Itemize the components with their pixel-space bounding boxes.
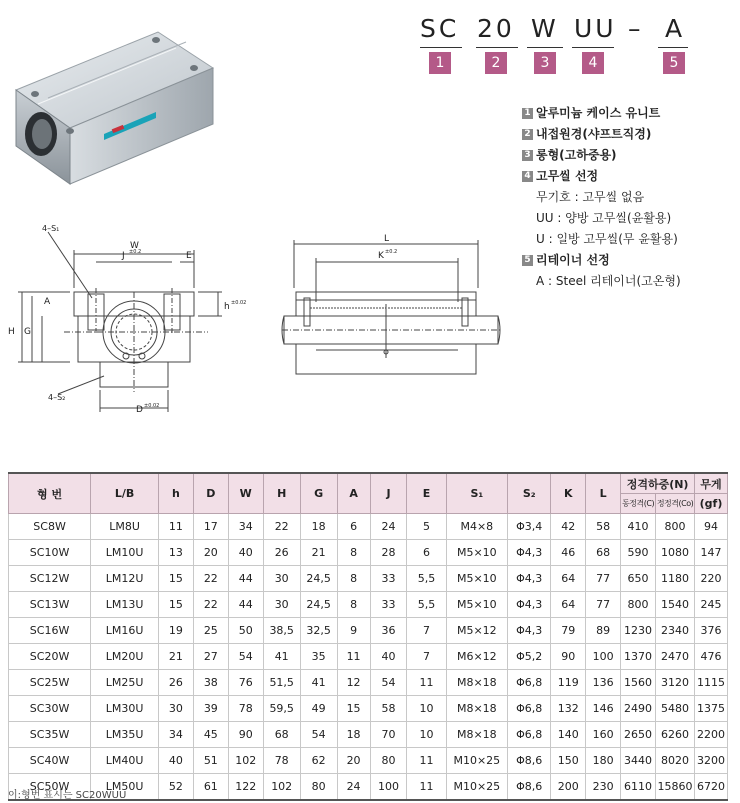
table-cell: 1560 [621,670,656,696]
table-cell: M10×25 [446,774,508,801]
table-cell: 11 [407,774,446,801]
table-cell: 7 [407,644,446,670]
table-cell: 5480 [656,696,695,722]
header-k: K [551,473,586,514]
legend-item-type [522,145,732,166]
table-cell: 26 [263,540,300,566]
table-cell: SC25W [9,670,91,696]
code-part-dash: – [628,14,644,43]
table-cell: 12 [337,670,370,696]
table-cell: 6260 [656,722,695,748]
table-cell: Φ6,8 [508,670,551,696]
table-cell: 22 [193,566,228,592]
table-cell: 2340 [656,618,695,644]
table-cell: M5×10 [446,592,508,618]
table-cell: LM10U [91,540,159,566]
table-cell: 160 [586,722,621,748]
header-dynamic-load: 동정격(C) [621,494,656,514]
dim-k-tolerance: ±0.2 [385,249,398,255]
dim-s1-label: 4–S₁ [42,224,60,233]
spec-table [8,472,728,801]
header-model: 형 번 [9,473,91,514]
table-cell: 15860 [656,774,695,801]
table-cell: 78 [263,748,300,774]
table-cell: 54 [228,644,263,670]
table-cell: SC13W [9,592,91,618]
table-cell: LM20U [91,644,159,670]
table-row [9,722,728,748]
table-cell: 68 [263,722,300,748]
table-cell: SC16W [9,618,91,644]
header-d: D [193,473,228,514]
table-cell: 8 [337,592,370,618]
table-cell: 30 [263,566,300,592]
table-cell: 90 [551,644,586,670]
legend-number: 4 [522,171,533,182]
table-cell: 27 [193,644,228,670]
code-part-type: W [531,14,559,43]
table-cell: 54 [300,722,337,748]
dim-w-label: W [130,241,139,251]
header-weight-unit: (gf) [695,494,728,514]
dim-d-label: D [136,405,143,415]
table-cell: 5,5 [407,592,446,618]
code-number-badge: 3 [534,52,556,74]
seal-option: U : 일방 고무씰(무 윤활용) [536,232,678,246]
legend-label: 알루미늄 케이스 유니트 [536,106,661,120]
table-cell: 15 [158,566,193,592]
table-cell: 650 [621,566,656,592]
product-image [8,28,238,188]
table-cell: 24 [337,774,370,801]
table-cell: SC10W [9,540,91,566]
table-cell: Φ4,3 [508,540,551,566]
table-cell: 35 [300,644,337,670]
table-cell: SC40W [9,748,91,774]
table-cell: 24 [370,514,407,540]
table-cell: 41 [263,644,300,670]
front-view-drawing [8,222,247,418]
table-cell: 62 [300,748,337,774]
table-cell: 100 [370,774,407,801]
table-cell: Φ4,3 [508,592,551,618]
table-cell: 33 [370,592,407,618]
table-cell: 58 [586,514,621,540]
seal-option: UU : 양방 고무씰(윤활용) [536,211,672,225]
table-cell: 8 [337,566,370,592]
table-cell: 89 [586,618,621,644]
table-cell: 10 [407,722,446,748]
table-cell: 2200 [695,722,728,748]
table-cell: 590 [621,540,656,566]
table-cell: 13 [158,540,193,566]
table-cell: 44 [228,592,263,618]
table-cell: 800 [621,592,656,618]
table-cell: 30 [263,592,300,618]
header-h: H [263,473,300,514]
legend-item-bore [522,124,732,145]
table-cell: SC30W [9,696,91,722]
table-cell: SC20W [9,644,91,670]
code-number-badge: 2 [485,52,507,74]
table-row [9,514,728,540]
legend-number: 5 [522,255,533,266]
legend-item-case [522,103,732,124]
table-cell: 1230 [621,618,656,644]
table-cell: 800 [656,514,695,540]
table-cell: 19 [158,618,193,644]
legend-number: 1 [522,108,533,119]
table-cell: LM16U [91,618,159,644]
table-cell: 3200 [695,748,728,774]
table-cell: M8×18 [446,670,508,696]
legend-item-retainer [522,250,732,271]
table-row [9,696,728,722]
table-cell: SC35W [9,722,91,748]
table-cell: 94 [695,514,728,540]
table-cell: 70 [370,722,407,748]
table-cell: Φ6,8 [508,722,551,748]
dim-g-label: G [24,327,31,337]
table-cell: 146 [586,696,621,722]
table-cell: 9 [337,618,370,644]
table-cell: 5 [407,514,446,540]
table-cell: 54 [370,670,407,696]
table-cell: 122 [228,774,263,801]
table-cell: 24,5 [300,566,337,592]
table-cell: 45 [193,722,228,748]
table-cell: 102 [228,748,263,774]
table-cell: 34 [158,722,193,748]
table-row [9,618,728,644]
table-cell: Φ8,6 [508,748,551,774]
table-cell: 34 [228,514,263,540]
table-row [9,540,728,566]
table-cell: 1115 [695,670,728,696]
table-cell: 39 [193,696,228,722]
table-cell: 33 [370,566,407,592]
dim-d-tolerance: ±0.02 [144,403,160,409]
table-cell: 18 [300,514,337,540]
code-underline [572,47,614,48]
table-cell: 20 [337,748,370,774]
table-row [9,566,728,592]
code-part-seal: UU [574,14,617,43]
table-cell: 41 [300,670,337,696]
code-part-series: SC [420,14,460,43]
table-cell: 28 [370,540,407,566]
header-a: A [337,473,370,514]
code-underline [527,47,563,48]
table-cell: Φ4,3 [508,618,551,644]
table-cell: M5×12 [446,618,508,644]
legend-number: 3 [522,150,533,161]
table-cell: 22 [263,514,300,540]
table-cell: 2650 [621,722,656,748]
legend-number: 2 [522,129,533,140]
table-cell: M5×10 [446,540,508,566]
table-row [9,748,728,774]
table-cell: 25 [193,618,228,644]
table-cell: LM30U [91,696,159,722]
table-cell: 15 [337,696,370,722]
legend-item-seal [522,166,732,187]
table-cell: 46 [551,540,586,566]
table-cell: 61 [193,774,228,801]
table-cell: 32,5 [300,618,337,644]
table-cell: 1540 [656,592,695,618]
dim-a-label: A [44,297,51,307]
table-cell: 230 [586,774,621,801]
table-cell: 8 [337,540,370,566]
table-cell: 245 [695,592,728,618]
table-cell: 220 [695,566,728,592]
spec-table-body [9,514,728,801]
table-cell: 2470 [656,644,695,670]
dim-j-tolerance: ±0.2 [129,249,142,255]
table-cell: 77 [586,592,621,618]
table-cell: 100 [586,644,621,670]
table-cell: 77 [586,566,621,592]
table-cell: 3440 [621,748,656,774]
legend-label: 내접원경(샤프트직경) [536,127,652,141]
table-cell: 36 [370,618,407,644]
table-cell: 410 [621,514,656,540]
table-cell: 11 [158,514,193,540]
table-cell: Φ8,6 [508,774,551,801]
table-cell: 6110 [621,774,656,801]
table-cell: 11 [337,644,370,670]
table-cell: 376 [695,618,728,644]
table-cell: M8×18 [446,696,508,722]
table-cell: 64 [551,592,586,618]
table-cell: 6720 [695,774,728,801]
table-cell: Φ6,8 [508,696,551,722]
table-cell: LM12U [91,566,159,592]
code-legend [522,103,732,292]
table-cell: 102 [263,774,300,801]
header-lb: L/B [91,473,159,514]
table-cell: 136 [586,670,621,696]
table-cell: 40 [228,540,263,566]
table-cell: 1375 [695,696,728,722]
table-cell: 147 [695,540,728,566]
table-cell: M4×8 [446,514,508,540]
table-cell: LM25U [91,670,159,696]
table-cell: 68 [586,540,621,566]
table-cell: 476 [695,644,728,670]
table-cell: M10×25 [446,748,508,774]
table-cell: 18 [337,722,370,748]
table-cell: 119 [551,670,586,696]
table-cell: 11 [407,670,446,696]
footnote: 이:형번 표시는 SC20WUU [8,790,127,801]
table-row [9,592,728,618]
retainer-option: A : Steel 리테이너(고온형) [536,274,681,288]
table-cell: 21 [300,540,337,566]
table-cell: LM8U [91,514,159,540]
table-cell: 1180 [656,566,695,592]
table-cell: 24,5 [300,592,337,618]
table-cell: 76 [228,670,263,696]
code-underline [476,47,518,48]
table-cell: 64 [551,566,586,592]
table-cell: 38 [193,670,228,696]
code-number-badge: 5 [663,52,685,74]
table-cell: 40 [158,748,193,774]
header-l: L [586,473,621,514]
table-cell: 51,5 [263,670,300,696]
code-part-retainer: A [665,14,686,43]
table-cell: 80 [370,748,407,774]
header-s2: S₂ [508,473,551,514]
table-cell: SC8W [9,514,91,540]
code-number-badge: 1 [429,52,451,74]
table-cell: SC50W [9,774,91,801]
table-row [9,644,728,670]
table-cell: 150 [551,748,586,774]
dim-k-label: K [378,251,384,261]
table-cell: LM13U [91,592,159,618]
table-cell: 20 [193,540,228,566]
table-cell: 8020 [656,748,695,774]
table-cell: 26 [158,670,193,696]
code-number-badge: 4 [582,52,604,74]
dim-e-label: E [186,251,192,261]
table-cell: 6 [337,514,370,540]
dim-l-label: L [384,234,390,244]
header-load: 정격하중(N) [621,473,695,494]
table-cell: 180 [586,748,621,774]
table-cell: 78 [228,696,263,722]
header-s1: S₁ [446,473,508,514]
header-w: W [228,473,263,514]
table-cell: 200 [551,774,586,801]
table-cell: 22 [193,592,228,618]
table-cell: 17 [193,514,228,540]
legend-label: 롱형(고하중용) [536,148,617,162]
table-cell: 50 [228,618,263,644]
header-e: E [407,473,446,514]
dim-j-label: J [122,251,125,261]
table-cell: LM40U [91,748,159,774]
table-cell: 2490 [621,696,656,722]
table-cell: M8×18 [446,722,508,748]
header-j: J [370,473,407,514]
table-cell: LM50U [91,774,159,801]
table-row [9,670,728,696]
table-cell: 11 [407,748,446,774]
code-underline [658,47,688,48]
dim-h-tolerance: ±0.02 [231,300,247,306]
table-cell: 49 [300,696,337,722]
table-cell: 42 [551,514,586,540]
seal-option: 무기호 : 고무씰 없음 [536,190,645,204]
table-cell: 80 [300,774,337,801]
table-cell: 51 [193,748,228,774]
header-g: G [300,473,337,514]
table-cell: 3120 [656,670,695,696]
table-cell: SC12W [9,566,91,592]
side-view-drawing [282,232,504,382]
table-cell: 1080 [656,540,695,566]
legend-label: 고무씰 선정 [536,169,599,183]
table-cell: LM35U [91,722,159,748]
table-cell: 40 [370,644,407,670]
table-cell: M5×10 [446,566,508,592]
table-cell: 38,5 [263,618,300,644]
header-weight: 무게 [695,473,728,494]
legend-label: 리테이너 선정 [536,253,610,267]
header-static-load: 정정격(Co) [656,494,695,514]
table-cell: 10 [407,696,446,722]
table-cell: 44 [228,566,263,592]
model-code [420,14,720,76]
table-cell: Φ4,3 [508,566,551,592]
table-cell: 52 [158,774,193,801]
dim-h-small-label: h [224,302,230,312]
table-cell: 1370 [621,644,656,670]
dim-h-label: H [8,327,15,337]
code-underline [420,47,462,48]
table-cell: 5,5 [407,566,446,592]
table-cell: 58 [370,696,407,722]
header-h-small: h [158,473,193,514]
table-cell: Φ5,2 [508,644,551,670]
code-part-size: 20 [477,14,515,43]
table-cell: 59,5 [263,696,300,722]
table-cell: M6×12 [446,644,508,670]
table-cell: 140 [551,722,586,748]
table-cell: 7 [407,618,446,644]
table-cell: 79 [551,618,586,644]
table-cell: 30 [158,696,193,722]
table-cell: 90 [228,722,263,748]
table-cell: 15 [158,592,193,618]
table-cell: 6 [407,540,446,566]
table-cell: 132 [551,696,586,722]
table-cell: 21 [158,644,193,670]
table-cell: Φ3,4 [508,514,551,540]
dim-s2-label: 4–S₂ [48,393,66,402]
